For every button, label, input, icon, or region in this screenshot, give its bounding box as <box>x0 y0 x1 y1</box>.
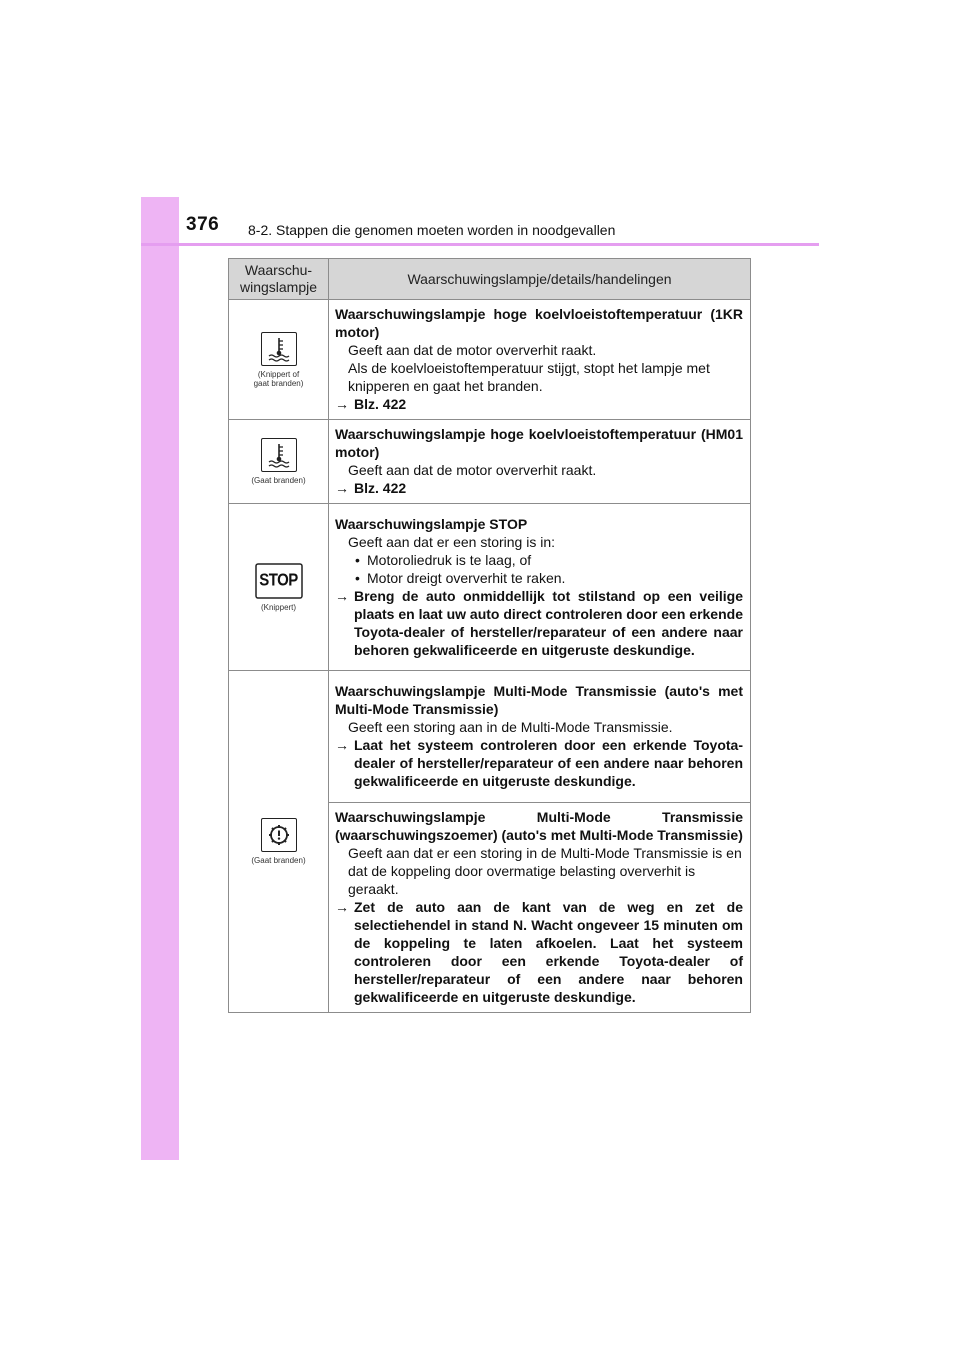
table-row <box>229 420 751 504</box>
warning-title: Waarschuwingslampje hoge koelvloeistoftemperatuur (1KR motor) <box>335 306 743 340</box>
bullet-item: • Motoroliedruk is te laag, of <box>335 551 743 569</box>
lamp-cell <box>229 420 329 504</box>
details-cell <box>329 803 751 1013</box>
arrow-right-icon: → <box>335 899 349 915</box>
arrow-right-icon: → <box>335 587 349 604</box>
stop-warning-icon <box>255 563 303 599</box>
warning-description: Geeft een storing aan in de Multi-Mode Transmissie. <box>348 719 673 735</box>
warning-action-text: Laat het systeem controleren door een erkende Toyota-dealer of hersteller/reparateur of een andere naar behoren gekwalificeerde en uitgeruste deskundige. <box>354 737 743 789</box>
section-side-tab <box>141 197 179 1160</box>
transmission-warning-icon <box>261 818 297 852</box>
details-cell <box>329 300 751 420</box>
lamp-cell <box>229 671 329 1013</box>
page-reference <box>335 479 743 497</box>
table-row <box>229 504 751 671</box>
warning-title: Waarschuwingslampje Multi-Mode Transmissie (waarschuwingszoemer) (auto's met Multi-Mode Transmissie) <box>335 809 743 843</box>
warning-description: Geeft aan dat er een storing is in: <box>348 533 556 550</box>
lamp-caption <box>229 370 328 388</box>
lamp-cell <box>229 504 329 671</box>
page-reference <box>335 395 743 413</box>
lamp-cell <box>229 300 329 420</box>
coolant-temperature-warning-icon <box>261 438 297 472</box>
column-header-lamp <box>229 259 329 300</box>
table-row <box>229 671 751 803</box>
page-reference-link[interactable]: Blz. 422 <box>354 396 407 412</box>
column-header-details: Waarschuwingslampje/details/handelingen <box>329 259 751 300</box>
arrow-right-icon: → <box>335 737 349 753</box>
column-header-lamp-line2: wingslampje <box>239 279 318 295</box>
warning-title: Waarschuwingslampje Multi-Mode Transmissie (auto's met Multi-Mode Transmissie) <box>335 683 743 717</box>
header-divider <box>141 243 819 246</box>
page-number: 376 <box>186 214 220 235</box>
warning-title: Waarschuwingslampje hoge koelvloeistoftemperatuur (HM01 motor) <box>335 426 743 460</box>
details-cell <box>329 504 751 671</box>
lamp-caption-line2: gaat branden) <box>253 378 304 388</box>
details-cell <box>329 671 751 803</box>
warning-action <box>335 587 743 659</box>
warning-action-text: Breng de auto onmiddellijk tot stilstand op een veilige plaats en laat uw auto direct controleren door een erkende Toyota-dealer of hersteller/reparateur of een andere naar behoren gekwalificeerde en uitgeruste deskundige. <box>354 587 743 658</box>
warning-lights-table <box>228 258 751 1013</box>
coolant-temperature-warning-icon <box>261 332 297 366</box>
table-row <box>229 300 751 420</box>
arrow-right-icon: → <box>335 480 349 496</box>
warning-description: Als de koelvloeistoftemperatuur stijgt, stopt het lampje met knipperen en gaat het branden. <box>348 360 710 394</box>
lamp-caption: (Knippert) <box>260 602 297 612</box>
warning-title: Waarschuwingslampje STOP <box>335 515 528 532</box>
stop-icon-label: STOP <box>259 570 298 590</box>
details-cell <box>329 420 751 504</box>
section-title: 8-2. Stappen die genomen moeten worden in noodgevallen <box>248 222 616 238</box>
warning-description: Geeft aan dat er een storing in de Multi-Mode Transmissie is en dat de koppeling door overmatige belasting oververhit is geraakt. <box>348 845 742 897</box>
column-header-lamp-line1: Waarschu- <box>244 262 313 278</box>
lamp-caption: (Gaat branden) <box>251 856 306 865</box>
warning-action <box>335 898 743 1006</box>
warning-description: Geeft aan dat de motor oververhit raakt. <box>348 462 597 478</box>
bullet-item: • Motor dreigt oververhit te raken. <box>335 569 743 587</box>
table-header-row <box>229 259 751 300</box>
page-reference-link[interactable]: Blz. 422 <box>354 480 407 496</box>
warning-description: Geeft aan dat de motor oververhit raakt. <box>348 342 597 358</box>
warning-action <box>335 736 743 790</box>
warning-action-text: Zet de auto aan de kant van de weg en zet de selectiehendel in stand N. Wacht ongeveer 15 minuten om de koppeling te laten afkoelen. Laat het systeem controleren door een erkende Toyota-dealer of hersteller/reparateur of een andere naar behoren gekwalificeerde en uitgeruste deskundige. <box>354 899 743 1005</box>
arrow-right-icon: → <box>335 396 349 412</box>
lamp-caption-line1: (Knippert of <box>257 369 300 379</box>
lamp-caption: (Gaat branden) <box>251 476 306 485</box>
